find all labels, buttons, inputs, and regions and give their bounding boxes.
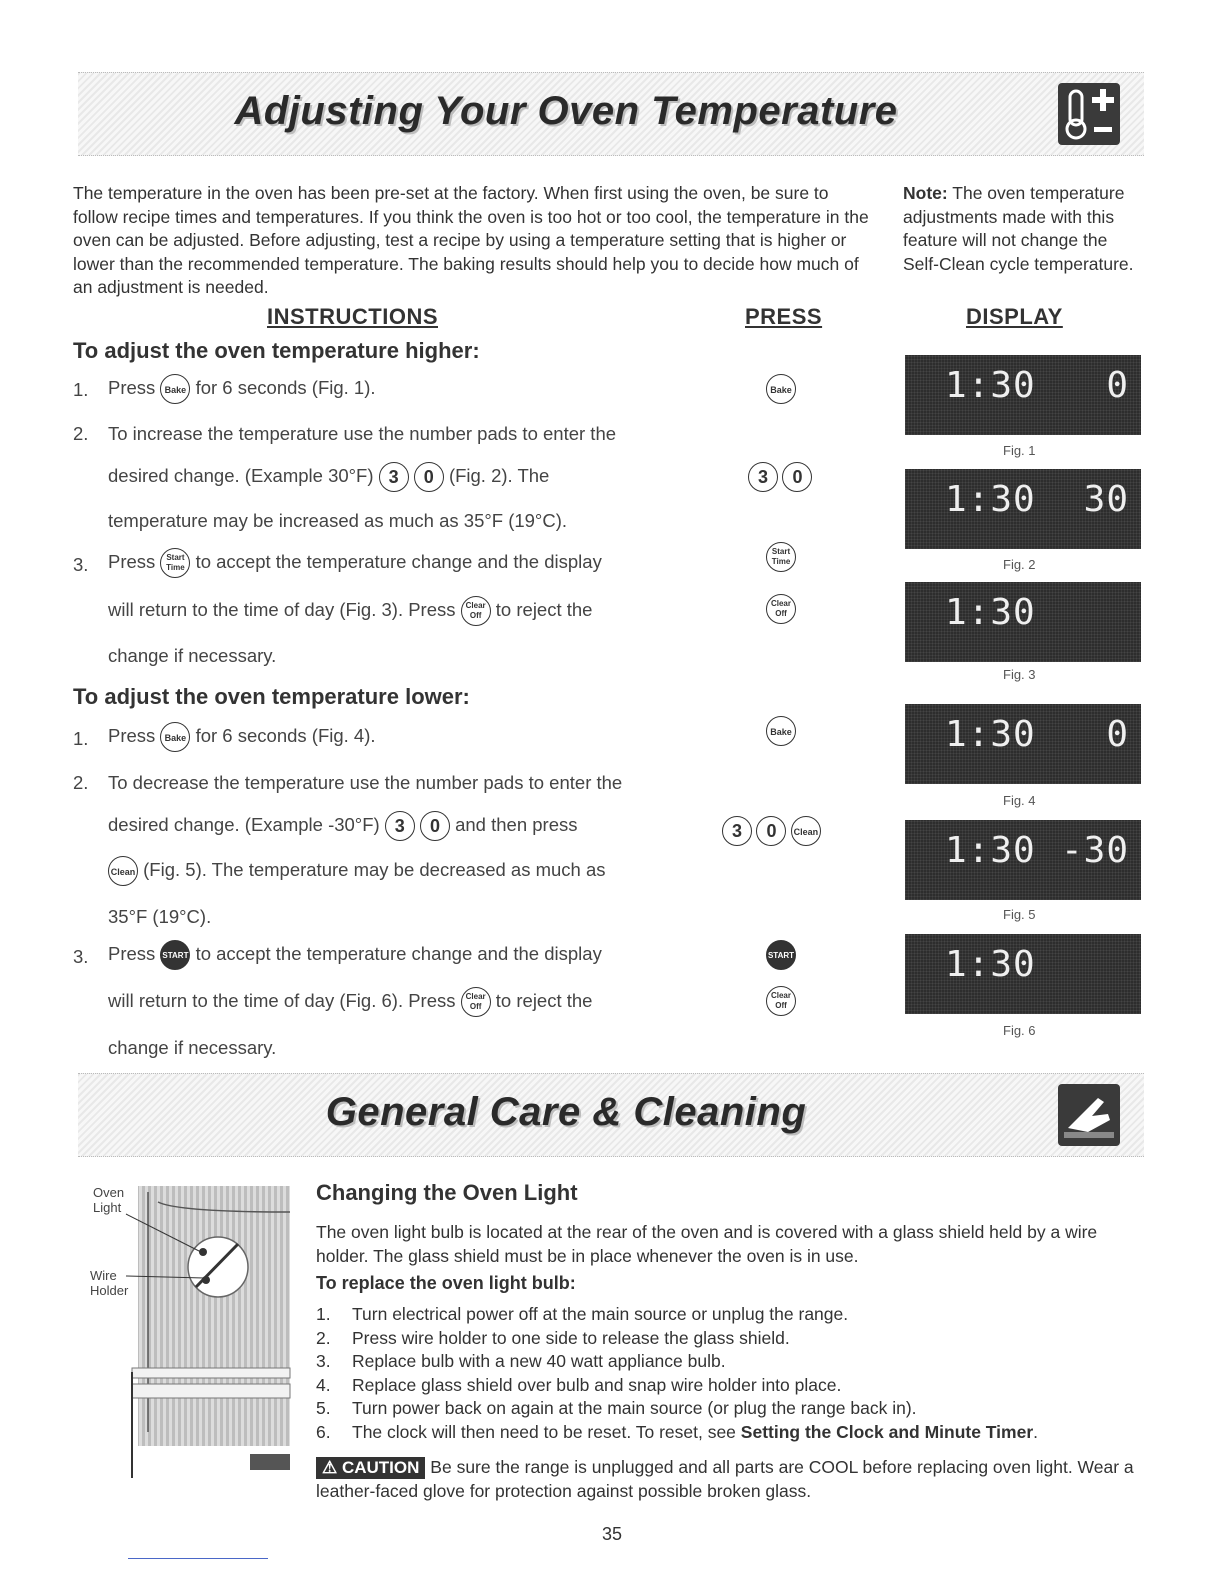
step-number: 2. xyxy=(73,772,89,793)
section-banner-temperature xyxy=(78,72,1144,156)
display-value: 0 xyxy=(1106,365,1129,406)
lower-step-2-line2 xyxy=(108,811,578,841)
figure-label: Fig. 1 xyxy=(1003,443,1036,458)
column-header-display: DISPLAY xyxy=(966,304,1063,329)
bake-button-icon: Bake xyxy=(160,374,190,404)
higher-step-3-line2 xyxy=(108,596,592,626)
list-item: 4. Replace glass shield over bulb and snap wire holder into place. xyxy=(316,1374,842,1395)
figure-label: Fig. 3 xyxy=(1003,667,1036,682)
clear-off-button-icon: Clear Off xyxy=(766,986,796,1016)
step-text: desired change. (Example 30°F) xyxy=(108,464,374,486)
higher-step-3-line3: change if necessary. xyxy=(108,645,277,666)
display-value: -30 xyxy=(1060,830,1129,871)
press-clear-off-1 xyxy=(766,594,796,624)
number-3-button-icon: 3 xyxy=(385,811,415,841)
step-text: Press xyxy=(108,724,156,746)
bake-button-icon: Bake xyxy=(160,722,190,752)
list-item: 2. Press wire holder to one side to release the glass shield. xyxy=(316,1327,790,1348)
figure-label: Fig. 6 xyxy=(1003,1023,1036,1038)
step-number: 3. xyxy=(73,946,89,967)
figure-label: Fig. 5 xyxy=(1003,907,1036,922)
display-fig-6 xyxy=(905,934,1141,1014)
clear-off-button-icon: Clear Off xyxy=(461,596,491,626)
press-3-0-1 xyxy=(748,462,812,492)
higher-step-2-line3: temperature may be increased as much as 35°F (19°C). xyxy=(108,510,567,531)
start-button-icon: START xyxy=(160,940,190,970)
step-text: for 6 seconds (Fig. 4). xyxy=(195,724,376,746)
heading-adjust-higher: To adjust the oven temperature higher: xyxy=(73,338,480,363)
figure-label: Fig. 2 xyxy=(1003,557,1036,572)
step-text: and then press xyxy=(455,813,578,835)
step-text: for 6 seconds (Fig. 1). xyxy=(195,376,376,398)
step-text: to accept the temperature change and the display xyxy=(195,550,602,572)
oven-light-diagram xyxy=(88,1172,294,1482)
clean-button-icon: Clean xyxy=(791,816,821,846)
press-clear-off-2 xyxy=(766,986,796,1016)
step-text: Press xyxy=(108,550,156,572)
step-text: (Fig. 5). The temperature may be decreased as much as xyxy=(143,858,606,880)
bake-button-icon: Bake xyxy=(766,716,796,746)
footer-rule xyxy=(128,1558,268,1559)
display-fig-2 xyxy=(905,469,1141,549)
number-3-button-icon: 3 xyxy=(722,816,752,846)
step-text: to reject the xyxy=(495,989,593,1011)
lower-step-3-line1 xyxy=(108,940,602,970)
diagram-label-oven-light: Oven Light xyxy=(93,1185,125,1215)
number-0-button-icon: 0 xyxy=(756,816,786,846)
lower-step-3-line3: change if necessary. xyxy=(108,1037,277,1058)
higher-step-1 xyxy=(108,374,376,404)
clean-button-icon: Clean xyxy=(108,856,138,886)
press-bake-1 xyxy=(766,374,796,404)
number-0-button-icon: 0 xyxy=(420,811,450,841)
number-3-button-icon: 3 xyxy=(748,462,778,492)
column-header-press: PRESS xyxy=(745,304,823,329)
heading-adjust-lower: To adjust the oven temperature lower: xyxy=(73,684,470,709)
step-text: (Fig. 2). The xyxy=(448,464,550,486)
step-text: Press xyxy=(108,942,156,964)
higher-step-2-line1: To increase the temperature use the number pads to enter the xyxy=(108,423,617,444)
step-text: to reject the xyxy=(495,598,593,620)
list-item: 6. The clock will then need to be reset. To reset, see Setting the Clock and Minute Timer. xyxy=(316,1421,1039,1442)
step-text: will return to the time of day (Fig. 6). Press xyxy=(108,989,456,1011)
display-fig-4 xyxy=(905,704,1141,784)
hand-wiping-icon xyxy=(1058,1084,1120,1146)
display-value: 0 xyxy=(1106,714,1129,755)
note-text: The oven temperature adjustments made with this feature will not change the Self-Clean cycle temperature. xyxy=(903,183,1134,274)
start-button-icon: START xyxy=(766,940,796,970)
clear-off-button-icon: Clear Off xyxy=(461,987,491,1017)
note-label: Note: xyxy=(903,183,948,203)
start-time-button-icon: Start Time xyxy=(766,542,796,572)
lower-step-2-line3 xyxy=(108,856,606,886)
press-bake-2 xyxy=(766,716,796,746)
caution-text: Be sure the range is unplugged and all parts are COOL before replacing oven light. Wear a leather-faced glove for protection against possible broken glass. xyxy=(316,1457,1134,1501)
replace-bulb-steps xyxy=(316,1303,1146,1445)
display-time: 1:30 xyxy=(945,479,1036,520)
display-value: 30 xyxy=(1083,479,1129,520)
display-time: 1:30 xyxy=(945,830,1036,871)
number-0-button-icon: 0 xyxy=(782,462,812,492)
number-3-button-icon: 3 xyxy=(379,462,409,492)
lower-step-3-line2 xyxy=(108,987,592,1017)
figure-label: Fig. 4 xyxy=(1003,793,1036,808)
lower-step-2-line1: To decrease the temperature use the number pads to enter the xyxy=(108,772,623,793)
display-fig-5 xyxy=(905,820,1141,900)
display-time: 1:30 xyxy=(945,592,1036,633)
thermometer-plus-minus-icon xyxy=(1058,83,1120,145)
section-title-care: General Care & Cleaning xyxy=(325,1090,807,1134)
number-0-button-icon: 0 xyxy=(414,462,444,492)
setting-clock-reference: Setting the Clock and Minute Timer xyxy=(740,1421,1034,1442)
heading-changing-oven-light: Changing the Oven Light xyxy=(316,1180,578,1205)
higher-step-3-line1 xyxy=(108,548,602,578)
section-banner-care xyxy=(78,1073,1144,1157)
intro-paragraph: The temperature in the oven has been pre-set at the factory. When first using the oven, be sure to follow recipe times and temperatures. If you think the oven is too hot or too cool, the temperature in the oven can be adjusted. Before adjusting, test a recipe by using a temperature setting that is higher or lower than the recommended temperature. The baking results should help you to decide how much of an adjustment is needed. xyxy=(73,183,869,297)
lower-step-2-line4: 35°F (19°C). xyxy=(108,906,212,927)
display-fig-3 xyxy=(905,582,1141,662)
list-item: 1. Turn electrical power off at the main source or unplug the range. xyxy=(316,1304,849,1324)
step-number: 1. xyxy=(73,728,89,749)
bake-button-icon: Bake xyxy=(766,374,796,404)
display-time: 1:30 xyxy=(945,714,1036,755)
column-header-instructions: INSTRUCTIONS xyxy=(267,304,438,329)
diagram-label-wire-holder: Wire Holder xyxy=(90,1268,129,1298)
step-text: to accept the temperature change and the display xyxy=(195,942,602,964)
press-start xyxy=(766,940,796,970)
clear-off-button-icon: Clear Off xyxy=(766,594,796,624)
press-3-0-clean xyxy=(722,816,821,846)
caution-note xyxy=(316,1456,1136,1503)
start-time-button-icon: Start Time xyxy=(160,548,190,578)
step-text: will return to the time of day (Fig. 3). Press xyxy=(108,598,456,620)
section-title-temperature: Adjusting Your Oven Temperature xyxy=(234,89,898,133)
caution-badge: ⚠ CAUTION xyxy=(316,1457,425,1479)
display-fig-1 xyxy=(905,355,1141,435)
step-text: desired change. (Example -30°F) xyxy=(108,813,380,835)
page-number: 35 xyxy=(601,1524,623,1544)
step-text: Press xyxy=(108,376,156,398)
list-item: 5. Turn power back on again at the main source (or plug the range back in). xyxy=(316,1398,917,1419)
step-number: 3. xyxy=(73,554,89,575)
higher-step-2-line2 xyxy=(108,462,549,492)
step-number: 2. xyxy=(73,423,89,444)
subheading-replace-bulb: To replace the oven light bulb: xyxy=(316,1273,576,1293)
step-number: 1. xyxy=(73,379,89,400)
list-item: 3. Replace bulb with a new 40 watt appliance bulb. xyxy=(316,1351,726,1372)
display-time: 1:30 xyxy=(945,944,1036,985)
lower-step-1 xyxy=(108,722,376,752)
note-box xyxy=(903,182,1143,276)
oven-light-intro: The oven light bulb is located at the rear of the oven and is covered with a glass shield held by a wire holder. The glass shield must be in place whenever the oven is in use. xyxy=(316,1222,1098,1266)
press-start-time xyxy=(766,542,796,572)
display-time: 1:30 xyxy=(945,365,1036,406)
